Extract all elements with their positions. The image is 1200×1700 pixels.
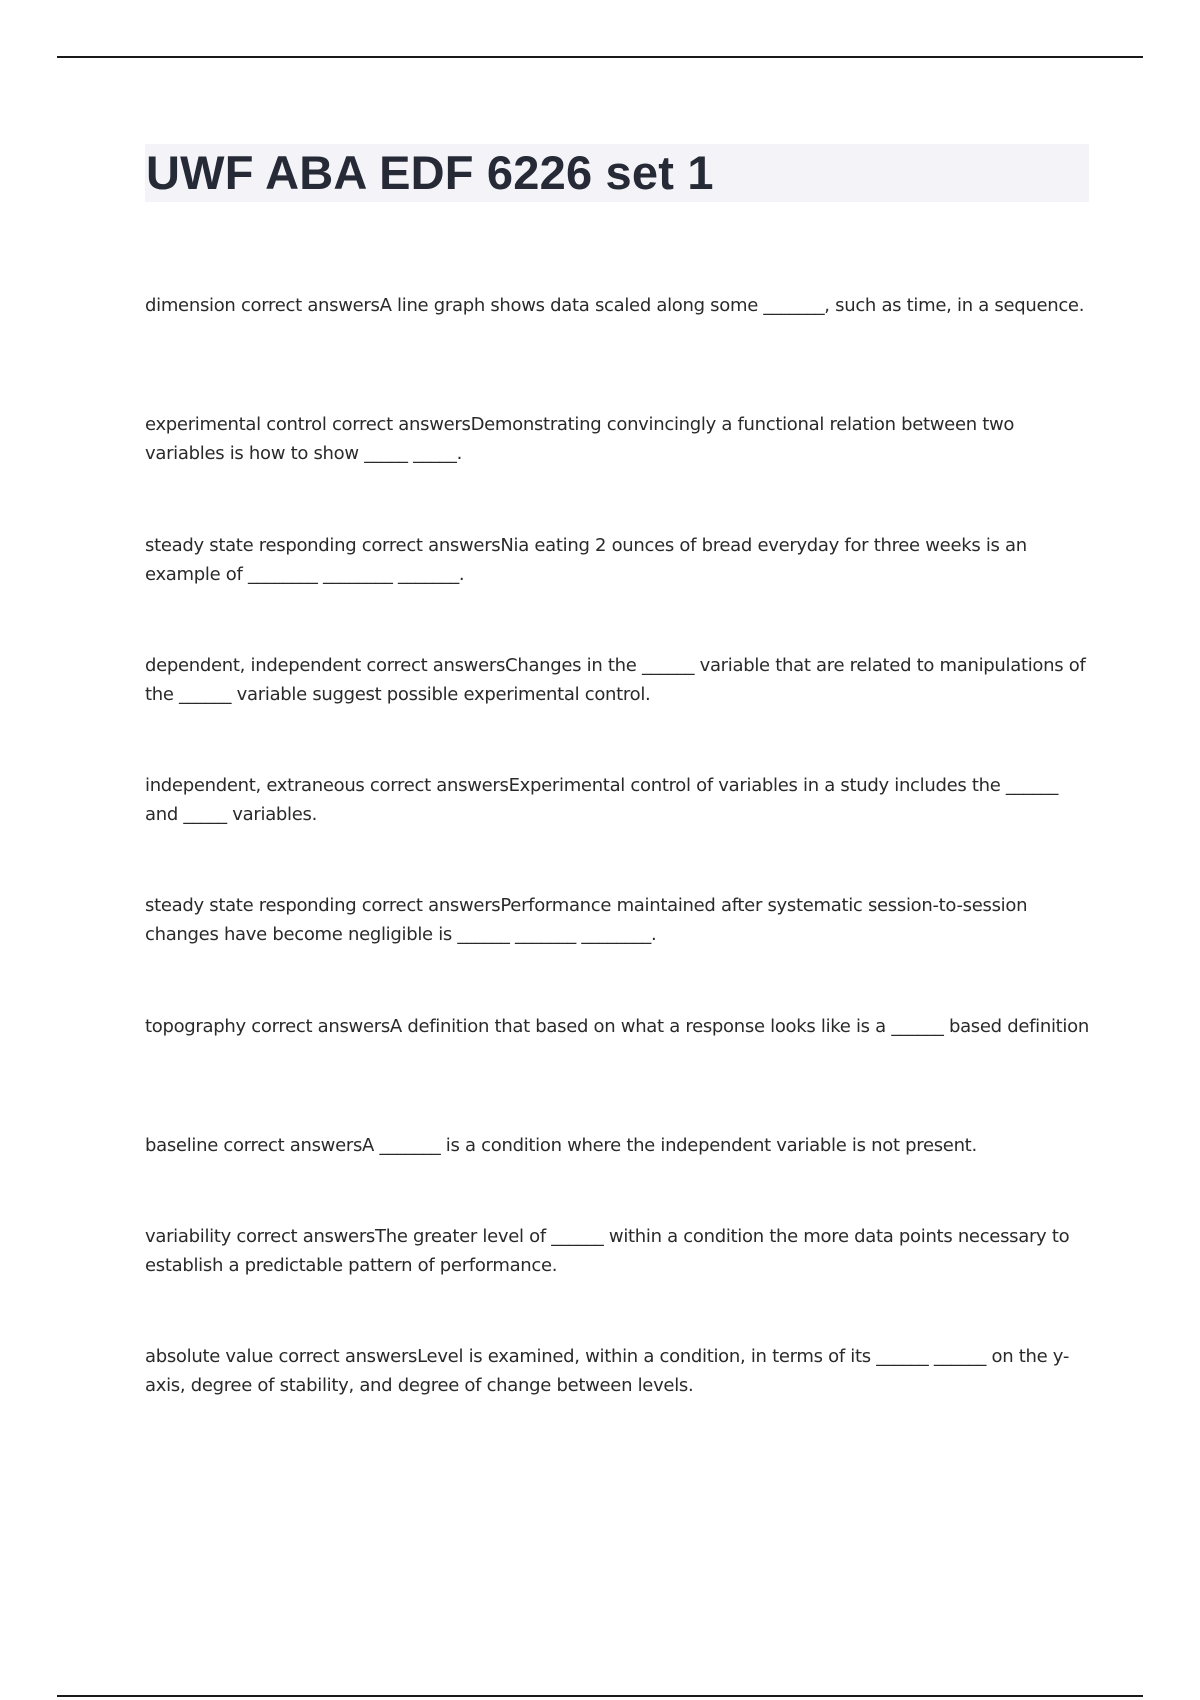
flashcard-experimental-control: experimental control correct answersDemonstrating convincingly a functional relation between two variables is how to show _____ _____.	[145, 414, 1015, 464]
flashcard-dependent-independent: dependent, independent correct answersChanges in the ______ variable that are related to manipulations of the ______ variable suggest possible experimental control.	[145, 655, 1086, 705]
flashcard-baseline: baseline correct answersA _______ is a condition where the independent variable is not present.	[145, 1135, 977, 1156]
flashcard-steady-state-performance: steady state responding correct answersPerformance maintained after systematic session-to-session changes have become negligible is ______ _______ ________.	[145, 895, 1028, 945]
document-title: UWF ABA EDF 6226 set 1	[146, 146, 714, 199]
bottom-rule	[57, 1695, 1143, 1697]
flashcard-steady-state-responding: steady state responding correct answersNia eating 2 ounces of bread everyday for three weeks is an example of ________ ________ _______.	[145, 535, 1027, 585]
flashcard-absolute-value: absolute value correct answersLevel is examined, within a condition, in terms of its ______ ______ on the y-axis, degree of stability, and degree of change between levels.	[145, 1346, 1070, 1396]
top-rule	[57, 56, 1143, 58]
flashcard-dimension: dimension correct answersA line graph shows data scaled along some _______, such as time, in a sequence.	[145, 295, 1085, 316]
flashcard-independent-extraneous: independent, extraneous correct answersExperimental control of variables in a study includes the ______ and _____ variables.	[145, 775, 1059, 825]
flashcard-variability: variability correct answersThe greater level of ______ within a condition the more data points necessary to establish a predictable pattern of performance.	[145, 1226, 1070, 1276]
flashcard-topography: topography correct answersA definition that based on what a response looks like is a ______ based definition	[145, 1016, 1089, 1037]
